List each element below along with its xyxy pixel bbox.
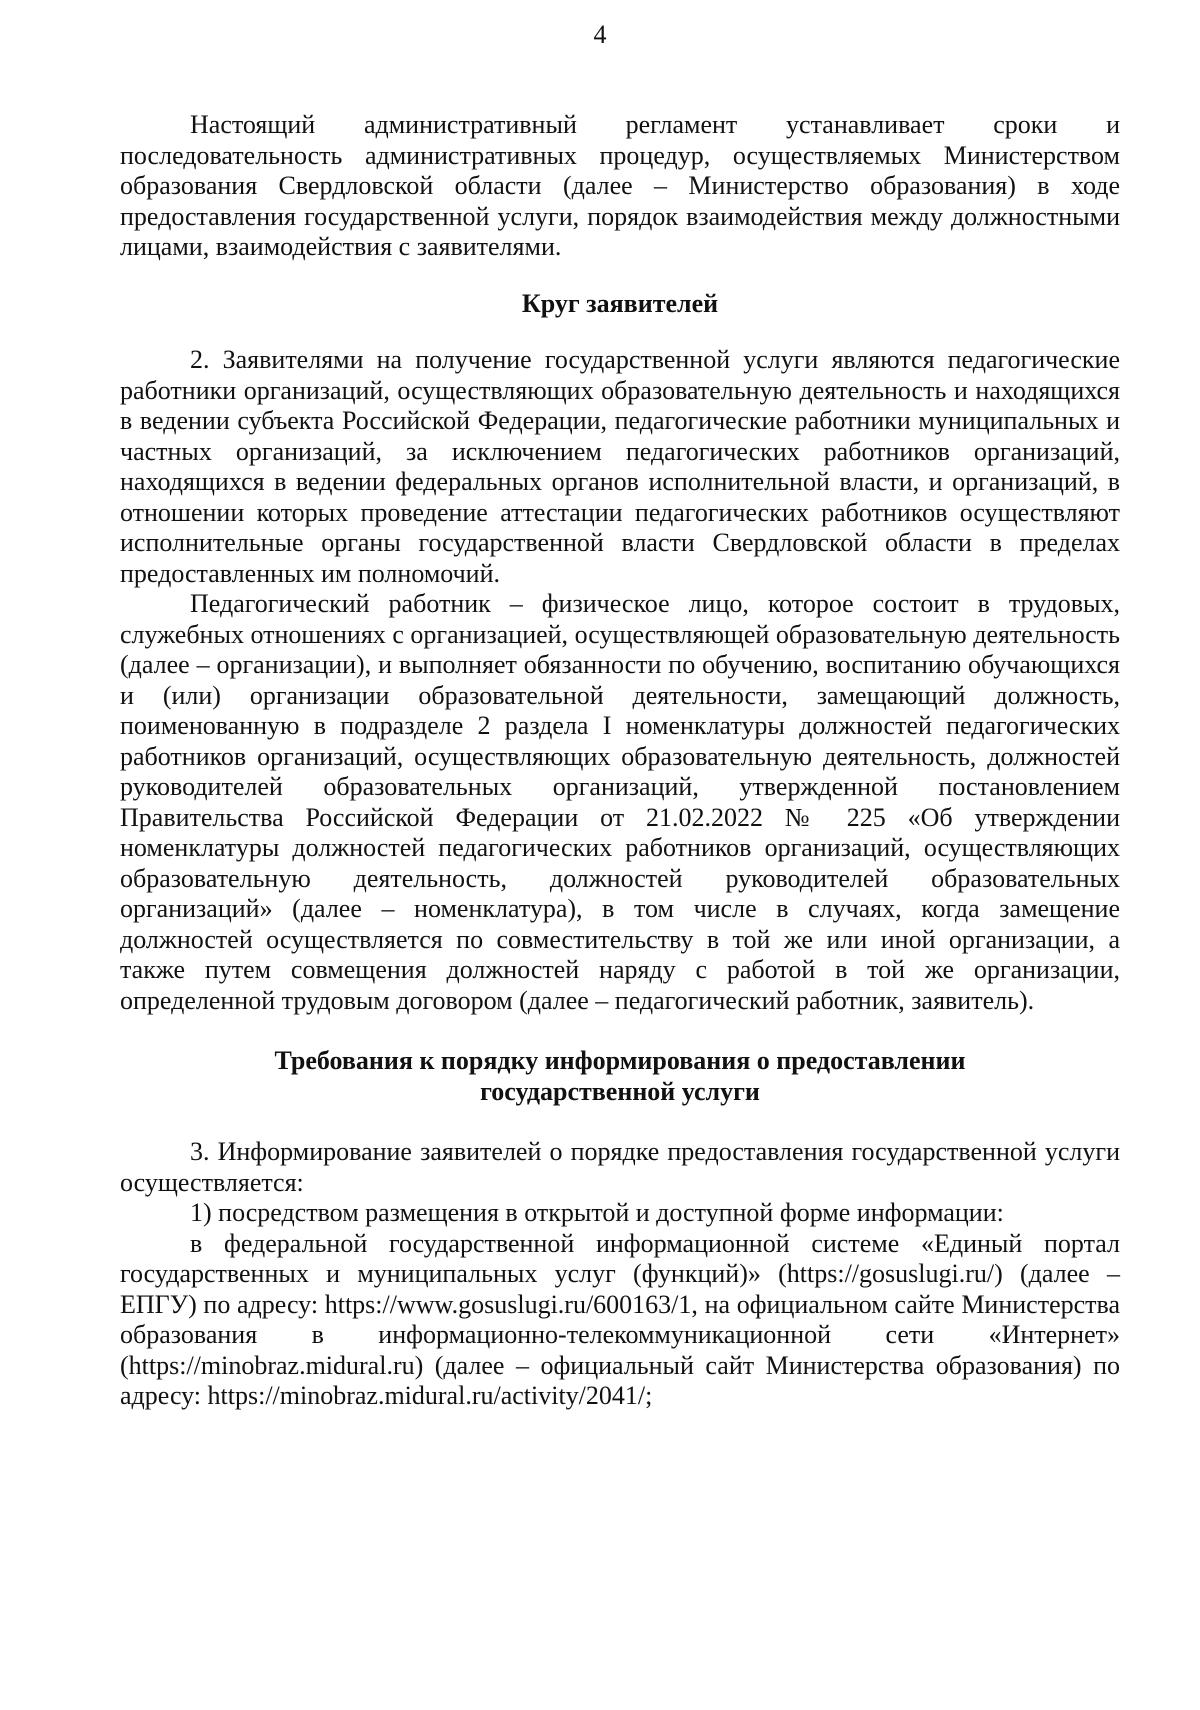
paragraph-applicants-definition: 2. Заявителями на получение государственной услуги являются педагогические работники организаций, осуществляющих образовательную деятельность и находящихся в ведении субъекта Российской Федерации, педагогические работники муниципальных и частных организаций, за исключением педагогических работников организаций, находящихся в ведении федеральных органов исполнительной власти, и организаций, в отношении которых проведение аттестации педагогических работников осуществляют исполнительные органы государственной власти Свердловской области в пределах предоставленных им полномочий. bbox=[120, 345, 1120, 588]
section-heading-informing-line2: государственной услуги bbox=[480, 1076, 760, 1106]
section-heading-informing bbox=[120, 1046, 1120, 1107]
page-number: 4 bbox=[593, 20, 607, 49]
paragraph-informing-item-1: 1) посредством размещения в открытой и доступной форме информации: bbox=[190, 1198, 1004, 1227]
paragraph-informing-portal: в федеральной государственной информационной системе «Единый портал государственных и муниципальных услуг (функций)» (https://gosuslugi.ru/) (далее – ЕПГУ) по адресу: https://www.gosuslugi.ru/600163/1, на официальном сайте Министерства образования в информационно-телекоммуникационной сети «Интернет» (https://minobraz.midural.ru) (далее – официальный сайт Министерства образования) по адресу: https://minobraz.midural.ru/activity/2041/; bbox=[120, 1228, 1120, 1410]
paragraph-informing-intro: 3. Информирование заявителей о порядке предоставления государственной услуги осуществляется: bbox=[120, 1137, 1120, 1197]
section-heading-applicants: Круг заявителей bbox=[521, 288, 719, 318]
paragraph-intro: Настоящий административный регламент устанавливает сроки и последовательность административных процедур, осуществляемых Министерством образования Свердловской области (далее – Министерство образования) в ходе предоставления государственной услуги, порядок взаимодействия между должностными лицами, взаимодействия с заявителями. bbox=[120, 110, 1120, 261]
section-heading-informing-line1: Требования к порядку информирования о предоставлении bbox=[274, 1046, 966, 1075]
document-body bbox=[120, 110, 1120, 1412]
paragraph-pedagogical-worker: Педагогический работник – физическое лицо, которое состоит в трудовых, служебных отношениях с организацией, осуществляющей образовательную деятельность (далее – организации), и выполняет обязанности по обучению, воспитанию обучающихся и (или) организации образовательной деятельности, замещающий должность, поименованную в подразделе 2 раздела I номенклатуры должностей педагогических работников организаций, осуществляющих образовательную деятельность, должностей руководителей образовательных организаций, утвержденной постановлением Правительства Российской Федерации от 21.02.2022 № 225 «Об утверждении номенклатуры должностей педагогических работников организаций, осуществляющих образовательную деятельность, должностей руководителей образовательных организаций» (далее – номенклатура), в том числе в случаях, когда замещение должностей осуществляется по совместительству в той же или иной организации, а также путем совмещения должностей наряду с работой в той же организации, определенной трудовым договором (далее – педагогический работник, заявитель). bbox=[120, 589, 1120, 1015]
